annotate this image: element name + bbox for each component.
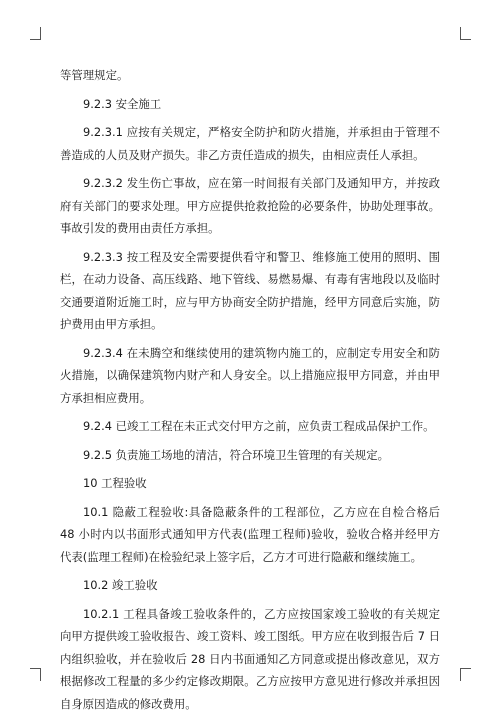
crop-mark-top-right	[460, 27, 471, 40]
clause-9-2-3-3: 9.2.3.3 按工程及安全需要提供看守和警卫、维修施工使用的照明、围栏，在动力设备、高压线路、地下管线、易燃易爆、有毒有害地段以及临时交通要道附近施工时，应与甲方协商安全防护措施，经甲方同意后实施，防护费用由甲方承担。	[60, 246, 440, 336]
section-heading-10-2: 10.2 竣工验收	[60, 574, 440, 597]
document-body	[60, 64, 440, 715]
clause-9-2-4: 9.2.4 已竣工工程在未正式交付甲方之前，应负责工程成品保护工作。	[60, 415, 440, 438]
clause-10-2-1: 10.2.1 工程具备竣工验收条件的，乙方应按国家竣工验收的有关规定向甲方提供竣工验收报告、竣工资料、竣工图纸。甲方应在收到报告后 7 日内组织验收，并在验收后 28 日内书面通知乙方同意或提出修改意见，双方根据修改工程量的多少约定修改期限。乙方应按甲方意见进行修改并承担因自身原因造成的修改费用。	[60, 603, 440, 715]
clause-9-2-5: 9.2.5 负责施工场地的清洁，符合环境卫生管理的有关规定。	[60, 444, 440, 467]
section-heading-10: 10 工程验收	[60, 472, 440, 495]
clause-10-1: 10.1 隐蔽工程验收:具备隐蔽条件的工程部位，乙方应在自检合格后 48 小时内以书面形式通知甲方代表(监理工程师)验收，验收合格并经甲方代表(监理工程师)在检验纪录上签字后，乙方才可进行隐蔽和继续施工。	[60, 501, 440, 569]
crop-mark-bottom-left	[30, 668, 41, 681]
clause-9-2-3-1: 9.2.3.1 应按有关规定，严格安全防护和防火措施，并承担由于管理不善造成的人员及财产损失。非乙方责任造成的损失，由相应责任人承担。	[60, 121, 440, 166]
crop-mark-bottom-right	[460, 668, 471, 681]
clause-9-2-3-2: 9.2.3.2 发生伤亡事故，应在第一时间报有关部门及通知甲方，并按政府有关部门的要求处理。甲方应提供抢救抢险的必要条件，协助处理事故。事故引发的费用由责任方承担。	[60, 172, 440, 240]
crop-mark-top-left	[30, 27, 41, 40]
clause-9-2-3-4: 9.2.3.4 在未腾空和继续使用的建筑物内施工的，应制定专用安全和防火措施，以确保建筑物内财产和人身安全。以上措施应报甲方同意，并由甲方承担相应费用。	[60, 342, 440, 410]
paragraph-continuation: 等管理规定。	[60, 64, 440, 87]
section-heading-9-2-3: 9.2.3 安全施工	[60, 93, 440, 116]
